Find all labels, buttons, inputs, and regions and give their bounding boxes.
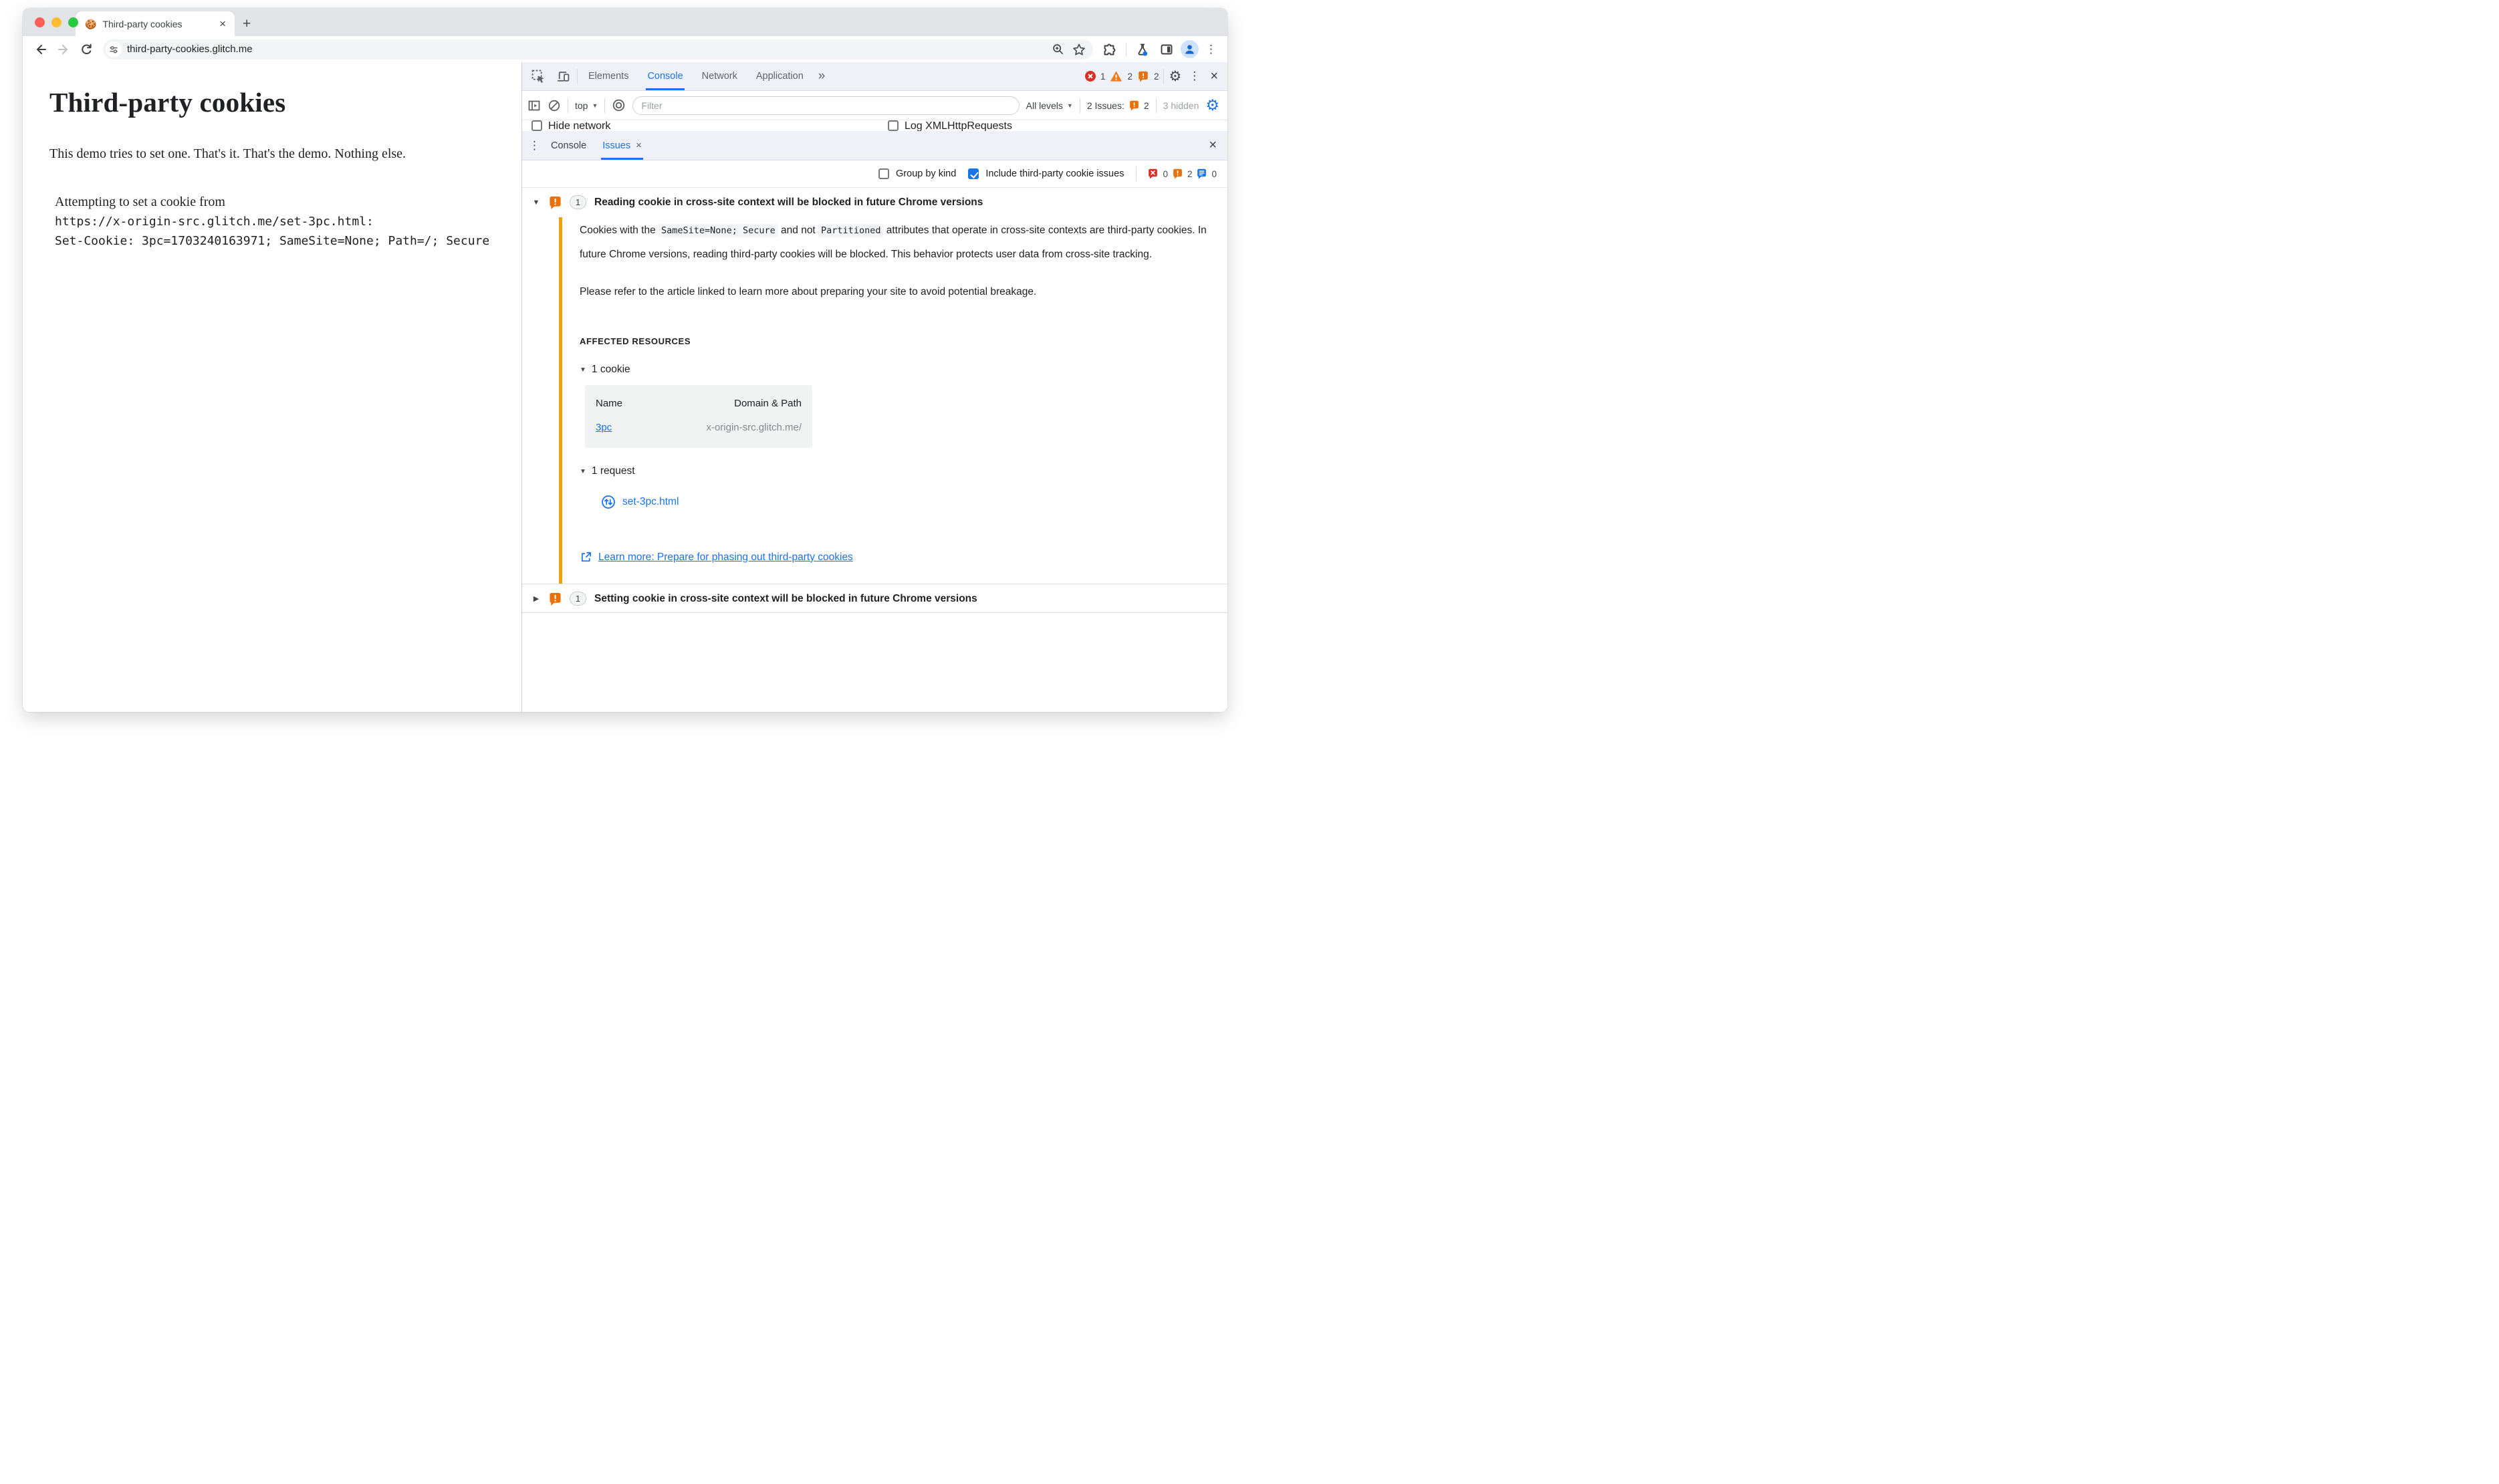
drawer-tab-close-icon[interactable]: × [636,140,642,151]
breaking-change-icon [549,592,562,606]
toolbar-divider [577,69,578,84]
web-page [23,62,521,712]
site-settings-icon[interactable] [106,41,122,57]
hide-network-label: Hide network [548,120,611,131]
cookie-log-block [49,193,508,251]
url-text[interactable]: third-party-cookies.glitch.me [127,43,253,55]
devtools-menu-icon[interactable]: ⋮ [1189,70,1201,82]
cookie-table-header-name: Name [596,398,623,409]
affected-resources-heading: AFFECTED RESOURCES [580,336,691,346]
issue-kind-badges [1147,168,1217,180]
log-xhr-checkbox[interactable] [888,120,899,131]
browser-menu-icon[interactable]: ⋮ [1205,42,1217,55]
cookie-table [585,385,812,448]
navigation-bar [23,36,1227,62]
drawer-tab-issues-label: Issues [602,140,631,151]
zoom-window-button[interactable] [68,17,78,27]
zoom-icon[interactable] [1048,39,1068,59]
issue-expanded [522,188,1227,584]
cookie-table-header-domain: Domain & Path [734,398,802,409]
cookie-group-toggle[interactable] [580,364,1210,376]
close-window-button[interactable] [35,17,45,27]
log-xhr-label: Log XMLHttpRequests [905,120,1012,131]
more-tabs-icon[interactable]: » [818,69,826,83]
error-count: 1 [1100,71,1106,82]
reload-icon[interactable] [76,39,96,59]
breaking-changes-icon [1172,168,1183,180]
page-errors-count: 0 [1163,168,1168,179]
issues-counter-count: 2 [1143,100,1149,111]
issue-body [522,216,1227,584]
devtools-close-icon[interactable]: × [1210,68,1218,84]
issue-count-pill: 1 [570,195,586,209]
issue-accent-bar [559,217,562,584]
issues-toolbar [522,160,1227,188]
drawer-tab-console[interactable]: Console [551,140,587,151]
request-url-line: https://x-origin-src.glitch.me/set-3pc.html: [55,215,374,229]
device-toolbar-icon[interactable] [552,70,574,84]
include-third-party-label[interactable]: Include third-party cookie issues [985,168,1124,179]
console-settings-clipped [522,120,1227,131]
page-title: Third-party cookies [49,87,286,118]
log-levels-label: All levels [1026,100,1063,111]
issue-title: Reading cookie in cross-site context will be blocked in future Chrome versions [594,196,983,208]
issue-count-pill: 1 [570,592,586,606]
address-bar[interactable] [103,39,1093,59]
collapse-triangle-icon: ▼ [580,366,586,374]
cookie-group-label: 1 cookie [591,364,630,375]
issue-collapsed[interactable] [522,584,1227,613]
tab-title: Third-party cookies [102,18,183,29]
issue-description-2: Please refer to the article linked to learn more about preparing your site to avoid potential breakage. [580,286,1037,297]
learn-more-link[interactable]: Learn more: Prepare for phasing out third-party cookies [598,551,853,563]
issue-header-row[interactable] [522,188,1227,216]
devtools-settings-icon[interactable]: ⚙ [1169,68,1182,84]
live-expression-eye-icon[interactable] [612,98,626,112]
toolbar-divider [604,98,605,113]
breaking-changes-count: 2 [1187,168,1193,179]
browser-actions [1100,39,1219,59]
breaking-change-icon [549,196,562,209]
attempt-line: Attempting to set a cookie from [55,195,225,209]
request-group-label: 1 request [591,465,635,477]
issues-count: 2 [1153,71,1159,82]
include-third-party-checkbox[interactable] [968,168,979,179]
error-count-icon[interactable] [1085,71,1096,82]
request-link[interactable]: set-3pc.html [622,496,679,507]
console-sidebar-icon[interactable] [527,99,541,112]
code-chip: SameSite=None; Secure [659,224,778,237]
drawer-header [522,131,1227,160]
external-link-icon [580,551,592,564]
collapse-triangle-icon: ▼ [580,467,586,475]
browser-tab[interactable] [76,11,235,36]
page-errors-icon [1147,168,1159,180]
browser-window [23,8,1227,712]
console-settings-icon[interactable]: ⚙ [1205,96,1219,114]
devtools-tab-bar [522,62,1227,91]
group-by-kind-checkbox[interactable] [878,168,889,179]
group-by-kind-label[interactable]: Group by kind [896,168,957,179]
issues-count-icon [1128,100,1140,112]
issues-counter-label: 2 Issues: [1086,100,1124,111]
profile-avatar[interactable] [1181,40,1199,58]
devtools-panel [521,62,1227,712]
request-group-toggle[interactable] [580,465,1210,477]
log-levels-selector[interactable] [1026,100,1073,111]
extensions-icon[interactable] [1100,39,1120,59]
experiments-flask-icon[interactable] [1133,39,1153,59]
forward-icon[interactable] [53,39,74,59]
filter-input[interactable] [632,96,1019,115]
warning-count-icon[interactable] [1110,70,1122,82]
tab-network[interactable]: Network [701,71,737,82]
issues-counter[interactable] [1087,100,1149,112]
window-controls [35,17,78,27]
tab-elements[interactable]: Elements [588,71,629,82]
cookie-domain-value: x-origin-src.glitch.me/ [706,422,802,433]
improvements-icon [1196,168,1207,180]
set-cookie-line: Set-Cookie: 3pc=1703240163971; SameSite=None; Path=/; Secure [55,234,490,248]
drawer-menu-icon[interactable]: ⋮ [529,138,540,152]
description-text: and not [778,225,819,236]
console-toolbar [522,91,1227,120]
new-tab-button[interactable]: + [243,16,251,31]
bookmark-star-icon[interactable] [1069,39,1089,59]
tab-close-icon[interactable]: × [219,17,226,30]
collapse-triangle-icon[interactable]: ▼ [532,198,540,207]
context-selector[interactable] [575,100,598,111]
network-request-icon [601,495,616,509]
improvements-count: 0 [1211,168,1217,179]
page-paragraph: This demo tries to set one. That's it. That's the demo. Nothing else. [49,146,406,161]
cookie-name-link[interactable]: 3pc [596,422,612,433]
issues-count-icon[interactable] [1137,70,1149,83]
tab-strip [23,8,1227,36]
issue-description-1 [580,219,1210,267]
tab-console[interactable]: Console [639,62,691,90]
toolbar-divider [1136,166,1137,181]
devtools-status-badges [1085,69,1221,84]
issue-title: Setting cookie in cross-site context will be blocked in future Chrome versions [594,592,977,604]
tab-application[interactable]: Application [755,71,804,82]
code-chip: Partitioned [818,224,883,237]
chevron-down-icon: ▼ [592,102,598,109]
learn-more-row [580,551,1210,564]
inspect-element-icon[interactable] [527,70,550,84]
context-label: top [575,100,588,111]
back-icon[interactable] [31,39,51,59]
request-row [601,495,1210,509]
warning-count: 2 [1127,71,1133,82]
chevron-down-icon: ▼ [1066,102,1073,109]
toolbar-divider [1156,98,1157,113]
cookie-favicon-icon: 🍪 [85,18,97,29]
drawer-close-icon[interactable]: × [1209,138,1217,152]
side-panel-icon[interactable] [1157,39,1177,59]
minimize-window-button[interactable] [51,17,62,27]
toolbar-divider [1163,69,1164,84]
hidden-messages-label[interactable]: 3 hidden [1163,100,1199,111]
clear-console-icon[interactable] [548,99,561,112]
issues-list [522,188,1227,712]
description-text: attributes that operate in cross-site contexts are third-party cookies. In future Chrome versions, reading third-party cookies will be blocked. This behavior protects user data from cross-site tracking. [580,225,1207,260]
description-text: Cookies with the [580,225,659,236]
expand-triangle-icon[interactable]: ▶ [533,595,540,603]
drawer-tab-issues[interactable] [594,131,650,160]
cookie-table-row [596,416,802,440]
hide-network-checkbox[interactable] [531,120,542,131]
